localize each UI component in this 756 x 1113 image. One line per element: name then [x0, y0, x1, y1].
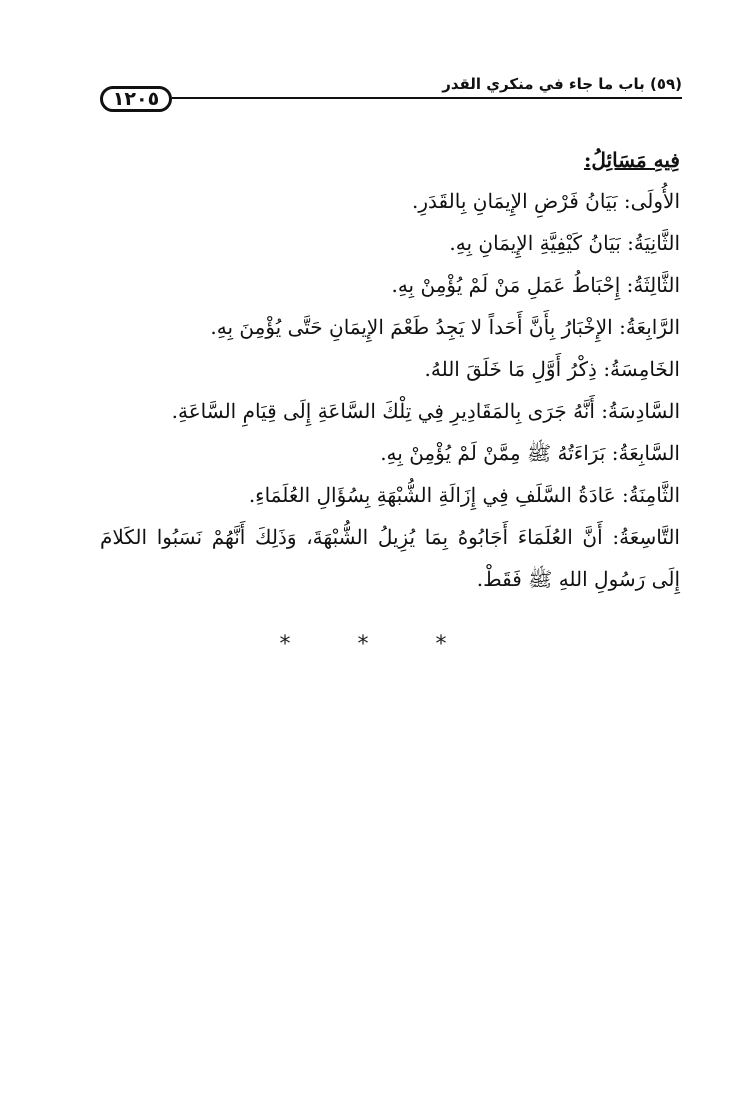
header-rule: [172, 97, 682, 99]
issue-5: الخَامِسَةُ: ذِكْرُ أَوَّلِ مَا خَلَقَ اللهُ.: [424, 357, 680, 381]
issue-4: الرَّابِعَةُ: الإِخْبَارُ بِأَنَّ أَحَداً لا يَجِدُ طَعْمَ الإِيمَانِ حَتَّى يُؤْمِنَ بِهِ.: [210, 315, 680, 339]
page-number: ١٢٠٥: [100, 86, 172, 112]
issue-1: الأُولَى: بَيَانُ فَرْضِ الإِيمَانِ بِالقَدَرِ.: [412, 189, 680, 213]
page-body: [100, 140, 680, 600]
issue-8: الثَّامِنَةُ: عَادَةُ السَّلَفِ فِي إِزَالَةِ الشُّبْهَةِ بِسُؤَالِ العُلَمَاءِ.: [248, 483, 680, 507]
page-header: [100, 70, 682, 118]
running-title: (٥٩) باب ما جاء في منكري القدر: [442, 75, 682, 93]
issue-6: السَّادِسَةُ: أَنَّهُ جَرَى بِالمَقَادِيرِ فِي تِلْكَ السَّاعَةِ إِلَى قِيَامِ السَّاعَةِ.: [171, 399, 680, 423]
issue-7: السَّابِعَةُ: بَرَاءَتُهُ ﷺ مِمَّنْ لَمْ يُؤْمِنْ بِهِ.: [380, 441, 680, 465]
section-heading: فِيهِ مَسَائِلُ:: [583, 148, 680, 172]
section-separator: * * *: [279, 632, 477, 657]
issue-9: التَّاسِعَةُ: أَنَّ العُلَمَاءَ أَجَابُوهُ بِمَا يُزِيلُ الشُّبْهَةَ، وَذَلِكَ أَنَّهُمْ نَسَبُوا الكَلامَ إِلَى رَسُولِ اللهِ ﷺ فَقَطْ.: [100, 525, 680, 591]
issue-2: الثَّانِيَةُ: بَيَانُ كَيْفِيَّةِ الإِيمَانِ بِهِ.: [449, 231, 680, 255]
issue-3: الثَّالِثَةُ: إِحْبَاطُ عَمَلِ مَنْ لَمْ يُؤْمِنْ بِهِ.: [391, 273, 680, 297]
